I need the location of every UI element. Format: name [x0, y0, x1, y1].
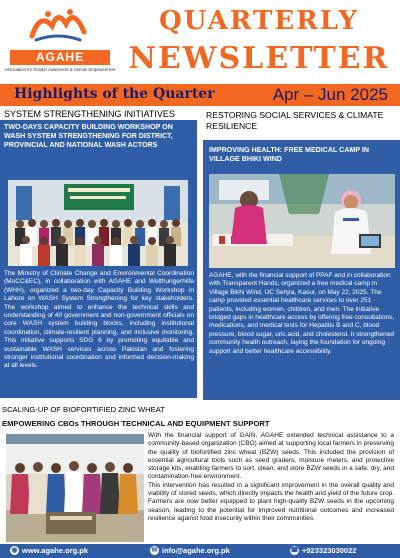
- article-body-medical-camp: AGAHE, with the financial support of PPAF and in collaboration with Transparent Hands, organized a free medical camp in Village Bikhi Wind, UC Sehjra, Kasur, on May 22, 2025. The camp provided essential healthcare services to over 251 patients, including women, children, and men. The initiative bridged gaps in healthcare access by offering free consultations, medications, and medical tests for Hepatitis B and C, blood pressure, blood sugar, uric acid, and cholesterol. It strengthened community health outreach, laying the foundation for ongoing support and better healthcare accessibility.: [209, 272, 395, 355]
- footer-website-link[interactable]: [10, 546, 88, 556]
- newsletter-title-line1: QUARTERLY: [159, 6, 359, 36]
- footer-phone-link[interactable]: [290, 546, 356, 556]
- highlights-title: Highlights of the Quarter: [14, 86, 215, 102]
- medical-camp-photo: [209, 174, 395, 268]
- highlights-bar: [0, 84, 400, 106]
- section-title-system-strengthening: SYSTEM STRENGTHENING INITIATIVES: [4, 109, 175, 119]
- footer-phone: +923323030022: [302, 546, 357, 555]
- farmers-group-photo: [6, 434, 144, 542]
- section-title-zinc-wheat: SCALING-UP OF BIOFORTIFIED ZINC WHEAT: [2, 405, 165, 414]
- workshop-group-photo: [8, 180, 188, 266]
- article-body-cbo-support-p2: This intervention has resulted in a significant improvement in the overall quality and viability of stored seeds, which directly impacts the health and yield of the future crop. Farmers are now better equipped to plant high-quality BZW seeds in the upcoming season, leading to the potential for improved nutritional outcomes and increased resilience against food insecurity within their communities.: [148, 481, 394, 522]
- article-body-cbo-support-p1: With the financial support of GAIN, AGAHE extended technical assistance to a community-based organization (CBO) aimed at supporting local farmers in preserving the quality of biofortified zinc wheat (BZW) seeds. This included the provision of essential agricultural tools such as seed graders, moisture meters, and protective storage kits, enabling farmers to sort, clean, and store BZW seeds in a safe, dry, and contamination-free environment.: [148, 432, 394, 481]
- footer-email: info@agahe.org.pk: [162, 546, 230, 555]
- article-medical-camp: [203, 140, 400, 400]
- phone-icon: ☎: [290, 547, 299, 554]
- article-title-wash-workshop: TWO-DAYS CAPACITY BUILDING WORKSHOP ON WASH SYSTEM STRENGTHENING FOR DISTRICT, PROVINCIAL AND NATIONAL WASH ACTORS: [4, 123, 173, 149]
- article-title-cbo-support: EMPOWERING CBOs THROUGH TECHNICAL AND EQUIPMENT SUPPORT: [2, 419, 270, 428]
- article-body-cbo-support: [148, 432, 394, 523]
- logo-name: AGAHE: [10, 50, 110, 65]
- newsletter-title-line2: NEWSLETTER: [128, 41, 390, 76]
- email-icon: ✉: [151, 547, 158, 554]
- newsletter-footer: [0, 544, 400, 558]
- article-wash-workshop: [0, 120, 197, 398]
- logo-tagline: Association for Gender Awareness & Human Empowerment: [4, 67, 116, 72]
- globe-icon: ◉: [11, 547, 18, 554]
- footer-email-link[interactable]: [150, 546, 230, 556]
- newsletter-header: [0, 0, 400, 84]
- agahe-logo: [4, 4, 116, 80]
- article-title-medical-camp: IMPROVING HEALTH: FREE MEDICAL CAMP IN VILLAGE BHIKI WIND: [209, 146, 370, 163]
- agahe-logo-mark-icon: [26, 6, 90, 46]
- footer-website: www.agahe.org.pk: [22, 546, 88, 555]
- section-title-social-services: RESTORING SOCIAL SERVICES & CLIMATE RESILIENCE: [206, 110, 384, 131]
- highlights-period: Apr – Jun 2025: [272, 85, 388, 104]
- article-body-wash-workshop: The Ministry of Climate Change and Environmental Coordination (MoCC&EC), in collaboration with AGAHE and Welthungerhilfe (WHH), organized a two-day Capacity Building Workshop in Lahore on WASH System Strengthening for key stakeholders. The workshop aimed to enhance the technical skills and understanding of 40 government and non-government officials on core WASH system building blocks, including institutional coordination, climate-resilient planning, and inclusive monitoring. This initiative supports SDG 6 by promoting equitable and sustainable WASH services across Pakistan and fostering stronger institutional coordination and informed decision-making at all levels.: [4, 270, 194, 370]
